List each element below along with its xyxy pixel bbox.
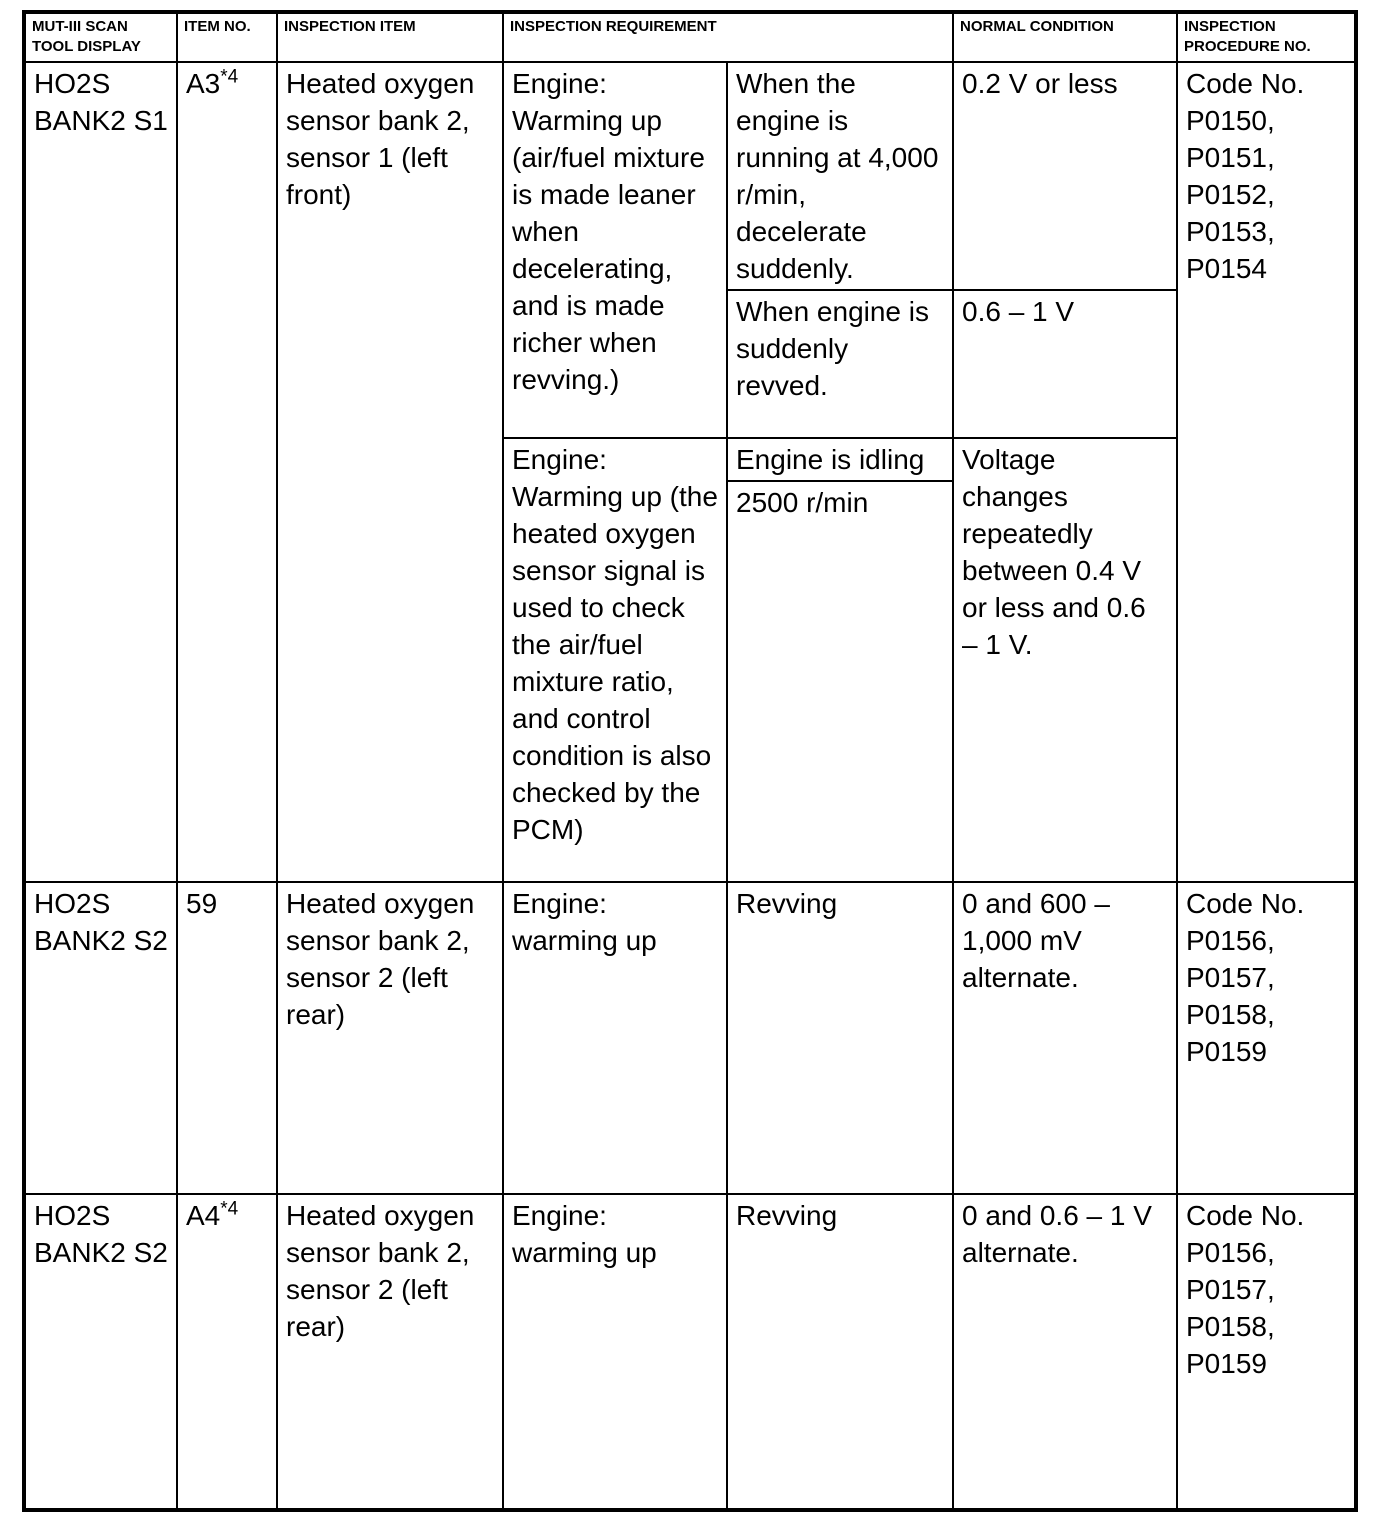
item-no-value: A4: [186, 1200, 221, 1231]
item-no-value: 59: [186, 888, 218, 919]
cell-item-no: [177, 882, 277, 1194]
cell-procedure-no: Code No. P0150, P0151, P0152, P0153, P0154: [1177, 62, 1356, 882]
header-item-no: ITEM NO.: [177, 12, 277, 62]
cell-requirement-condition: Engine: Warming up (the heated oxygen sensor signal is used to check the air/fuel mixture ratio, and control condition is also checked by the PCM): [503, 438, 727, 882]
item-no-footnote: *4: [220, 1198, 239, 1220]
cell-requirement-case: 2500 r/min: [727, 481, 953, 882]
cell-normal-condition: 0 and 0.6 – 1 V alternate.: [953, 1194, 1177, 1510]
cell-procedure-no: Code No. P0156, P0157, P0158, P0159: [1177, 1194, 1356, 1510]
header-scan-tool-display: MUT-III SCAN TOOL DISPLAY: [24, 12, 177, 62]
cell-procedure-no: Code No. P0156, P0157, P0158, P0159: [1177, 882, 1356, 1194]
scan-tool-inspection-table: [22, 10, 1358, 1512]
cell-inspection-item: Heated oxygen sensor bank 2, sensor 2 (left rear): [277, 882, 503, 1194]
cell-requirement-case: When the engine is running at 4,000 r/min, decelerate suddenly.: [727, 62, 953, 290]
cell-normal-condition: 0.2 V or less: [953, 62, 1177, 290]
cell-requirement-condition: Engine: Warming up (air/fuel mixture is made leaner when decelerating, and is made richer when revving.): [503, 62, 727, 438]
cell-scan-display: HO2S BANK2 S2: [24, 1194, 177, 1510]
cell-requirement-case: When engine is suddenly revved.: [727, 290, 953, 438]
cell-item-no: [177, 1194, 277, 1510]
table-row: [24, 1194, 1356, 1510]
header-inspection-procedure-no: INSPECTION PROCEDURE NO.: [1177, 12, 1356, 62]
cell-item-no: [177, 62, 277, 882]
item-no-value: A3: [186, 68, 221, 99]
cell-requirement-case: Revving: [727, 882, 953, 1194]
header-inspection-item: INSPECTION ITEM: [277, 12, 503, 62]
table-row: [24, 62, 1356, 290]
cell-requirement-case: Revving: [727, 1194, 953, 1510]
cell-requirement-condition: Engine: warming up: [503, 882, 727, 1194]
cell-scan-display: HO2S BANK2 S2: [24, 882, 177, 1194]
cell-normal-condition: 0.6 – 1 V: [953, 290, 1177, 438]
header-normal-condition: NORMAL CONDITION: [953, 12, 1177, 62]
cell-requirement-case: Engine is idling: [727, 438, 953, 481]
cell-requirement-condition: Engine: warming up: [503, 1194, 727, 1510]
table-header-row: [24, 12, 1356, 62]
cell-inspection-item: Heated oxygen sensor bank 2, sensor 2 (left rear): [277, 1194, 503, 1510]
cell-normal-condition: Voltage changes repeatedly between 0.4 V or less and 0.6 – 1 V.: [953, 438, 1177, 882]
item-no-footnote: *4: [220, 66, 239, 88]
cell-scan-display: HO2S BANK2 S1: [24, 62, 177, 882]
cell-normal-condition: 0 and 600 – 1,000 mV alternate.: [953, 882, 1177, 1194]
header-inspection-requirement: INSPECTION REQUIREMENT: [503, 12, 953, 62]
table-row: [24, 882, 1356, 1194]
cell-inspection-item: Heated oxygen sensor bank 2, sensor 1 (left front): [277, 62, 503, 882]
